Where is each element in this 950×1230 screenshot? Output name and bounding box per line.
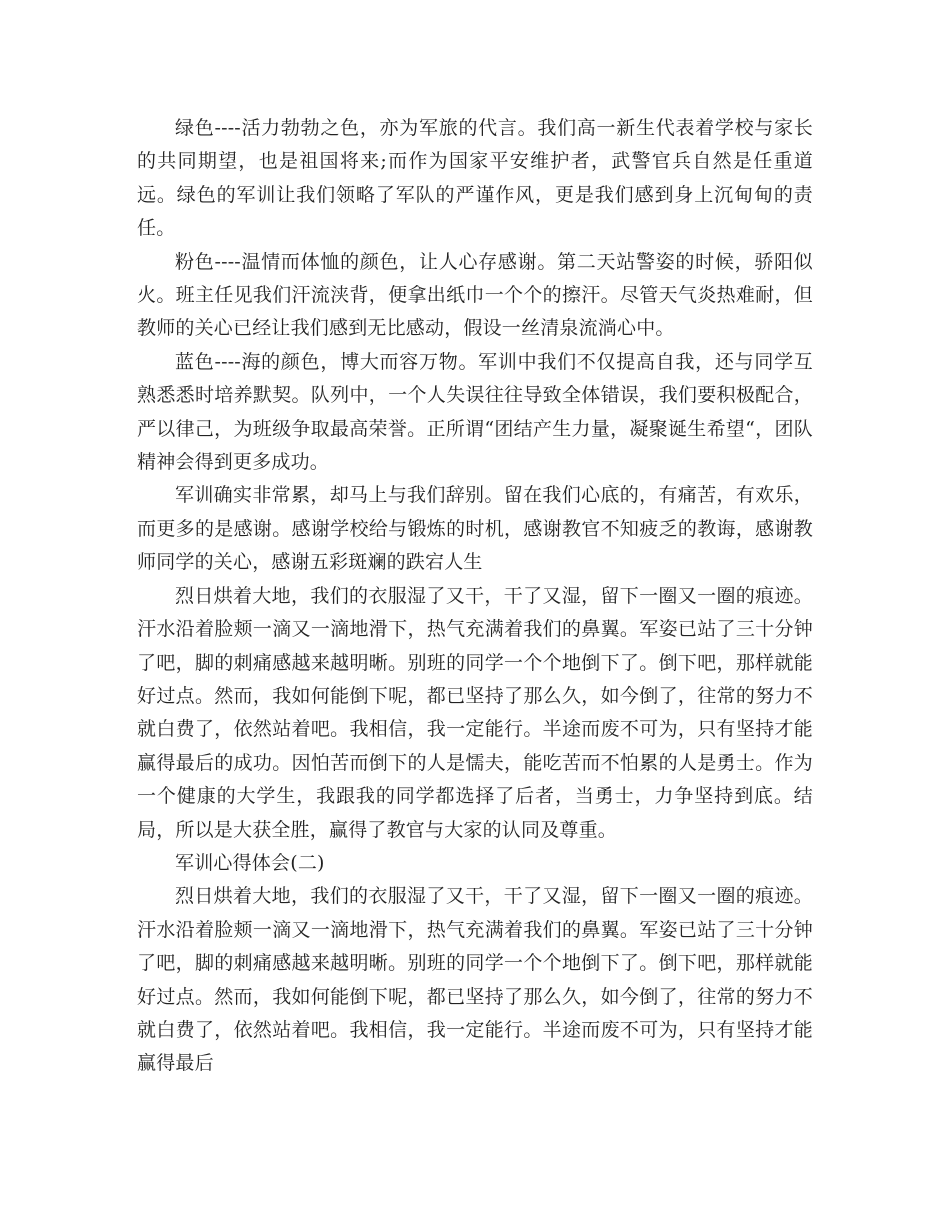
paragraph-farewell: 军训确实非常累，却马上与我们辞别。留在我们心底的，有痛苦，有欢乐，而更多的是感谢。感谢学校给与锻炼的时机，感谢教官不知疲乏的教诲，感谢教师同学的关心，感谢五彩斑斓的跌宕人生 <box>137 484 813 574</box>
document-body <box>137 112 813 1081</box>
section-heading: 军训心得体会(二) <box>175 851 325 874</box>
paragraph-green: 绿色----活力勃勃之色，亦为军旅的代言。我们高一新生代表着学校与家长的共同期望，也是祖国将来;而作为国家平安维护者，武警官兵自然是任重道远。绿色的军训让我们领略了军队的严谨作风，更是我们感到身上沉甸甸的责任。 <box>137 117 813 240</box>
paragraph-sun: 烈日烘着大地，我们的衣服湿了又干，干了又湿，留下一圈又一圈的痕迹。汗水沿着脸颊一滴又一滴地滑下，热气充满着我们的鼻翼。军姿已站了三十分钟了吧，脚的刺痛感越来越明晰。别班的同学一个个地倒下了。倒下吧，那样就能好过点。然而，我如何能倒下呢，都已坚持了那么久，如今倒了，往常的努力不就白费了，依然站着吧。我相信，我一定能行。半途而废不可为，只有坚持才能赢得最后的成功。因怕苦而倒下的人是懦夫，能吃苦而不怕累的人是勇士。作为一个健康的大学生，我跟我的同学都选择了后者，当勇士，力争坚持到底。结局，所以是大获全胜，赢得了教官与大家的认同及尊重。 <box>137 584 813 841</box>
paragraph-pink: 粉色----温情而体恤的颜色，让人心存感谢。第二天站警姿的时候，骄阳似火。班主任见我们汗流浃背，便拿出纸巾一个个的擦汗。尽管天气炎热难耐，但教师的关心已经让我们感到无比感动，假设一丝清泉流淌心中。 <box>137 250 813 340</box>
paragraph-sun-repeat: 烈日烘着大地，我们的衣服湿了又干，干了又湿，留下一圈又一圈的痕迹。汗水沿着脸颊一滴又一滴地滑下，热气充满着我们的鼻翼。军姿已站了三十分钟了吧，脚的刺痛感越来越明晰。别班的同学一个个地倒下了。倒下吧，那样就能好过点。然而，我如何能倒下呢，都已坚持了那么久，如今倒了，往常的努力不就白费了，依然站着吧。我相信，我一定能行。半途而废不可为，只有坚持才能赢得最后 <box>137 885 813 1075</box>
paragraph-blue: 蓝色----海的颜色，博大而容万物。军训中我们不仅提高自我，还与同学互熟悉悉时培养默契。队列中，一个人失误往往导致全体错误，我们要积极配合，严以律己，为班级争取最高荣誉。正所谓“团结产生力量，凝聚诞生希望“，团队精神会得到更多成功。 <box>137 350 813 474</box>
